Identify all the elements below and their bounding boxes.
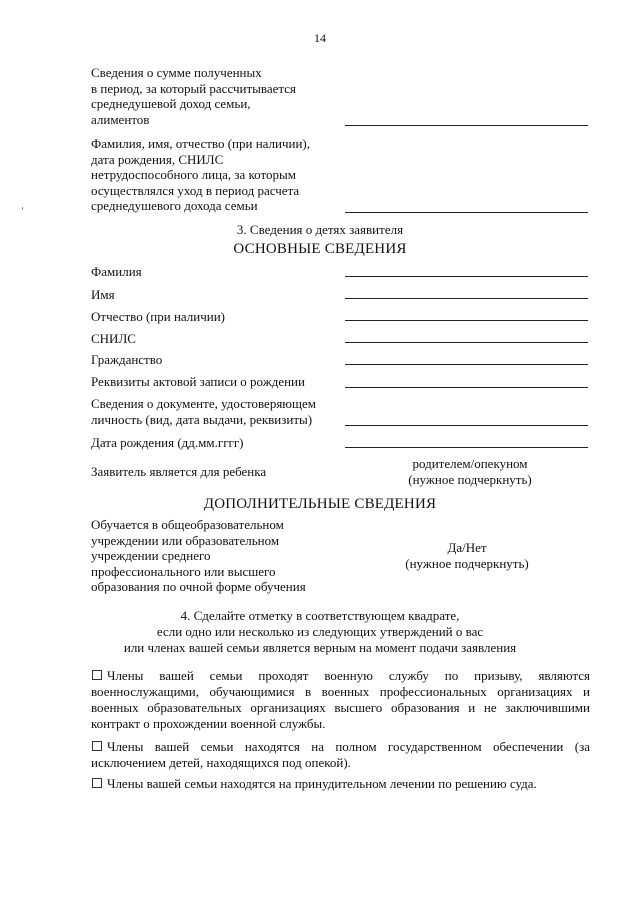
margin-mark	[22, 207, 23, 210]
statement-state-support	[91, 739, 590, 771]
alimony-field[interactable]	[345, 125, 588, 126]
snils-field[interactable]	[345, 342, 588, 343]
applicant-relation-hint: (нужное подчеркнуть)	[408, 472, 532, 487]
first-name-field[interactable]	[345, 298, 588, 299]
caregiver-field[interactable]	[345, 212, 588, 213]
statement-military-text: Члены вашей семьи проходят военную службу по призыву, являются военнослужащими, обучающимися в военных профессиональных организациях и военных образовательных организациях высшего образования и не заключившими контракт о прохождении военной службы.	[91, 668, 590, 731]
id-document-field[interactable]	[345, 425, 588, 426]
statement-compulsory-treatment-text: Члены вашей семьи находятся на принудительном лечении по решению суда.	[107, 776, 537, 791]
education-label: Обучается в общеобразовательном учреждении или образовательном учреждении среднего профессионального или высшего образования по очной форме обучения	[91, 517, 306, 594]
section4-title-line3: или членах вашей семьи является верным на момент подачи заявления	[123, 640, 517, 655]
birth-record-label: Реквизиты актовой записи о рождении	[91, 374, 305, 389]
section4-title-line2: если одно или несколько из следующих утверждений о вас	[156, 624, 484, 639]
statement-military	[91, 668, 590, 732]
surname-label: Фамилия	[91, 264, 142, 279]
page-number: 14	[314, 31, 326, 45]
citizenship-field[interactable]	[345, 364, 588, 365]
basic-info-heading: ОСНОВНЫЕ СВЕДЕНИЯ	[233, 241, 407, 257]
first-name-label: Имя	[91, 287, 115, 302]
applicant-relation-options[interactable]: родителем/опекуном	[412, 456, 528, 471]
citizenship-label: Гражданство	[91, 352, 163, 367]
military-service-checkbox[interactable]	[92, 670, 102, 680]
birth-date-label: Дата рождения (дд.мм.гггг)	[91, 435, 244, 450]
caregiver-label: Фамилия, имя, отчество (при наличии), дата рождения, СНИЛС нетрудоспособного лица, за которым осуществлялся уход в период расчета среднедушевого дохода семьи	[91, 136, 311, 213]
compulsory-treatment-checkbox[interactable]	[92, 778, 102, 788]
birth-record-field[interactable]	[345, 387, 588, 388]
section3-title: 3. Сведения о детях заявителя	[236, 222, 404, 237]
education-options[interactable]: Да/Нет	[447, 540, 487, 555]
applicant-relation-label: Заявитель является для ребенка	[91, 464, 267, 479]
surname-field[interactable]	[345, 276, 588, 277]
birth-date-field[interactable]	[345, 447, 588, 448]
statement-state-support-text: Члены вашей семьи находятся на полном государственном обеспечении (за исключением детей, находящихся под опекой).	[91, 739, 590, 770]
snils-label: СНИЛС	[91, 331, 136, 346]
education-hint: (нужное подчеркнуть)	[405, 556, 529, 571]
statement-compulsory-treatment	[91, 776, 590, 792]
additional-info-heading: ДОПОЛНИТЕЛЬНЫЕ СВЕДЕНИЯ	[203, 496, 437, 512]
patronymic-label: Отчество (при наличии)	[91, 309, 226, 324]
state-support-checkbox[interactable]	[92, 741, 102, 751]
section4-title-line1: 4. Сделайте отметку в соответствующем квадрате,	[180, 608, 460, 623]
patronymic-field[interactable]	[345, 320, 588, 321]
id-document-label: Сведения о документе, удостоверяющем личность (вид, дата выдачи, реквизиты)	[91, 396, 317, 427]
alimony-label: Сведения о сумме полученных в период, за который рассчитывается среднедушевой доход семьи, алиментов	[91, 65, 296, 127]
